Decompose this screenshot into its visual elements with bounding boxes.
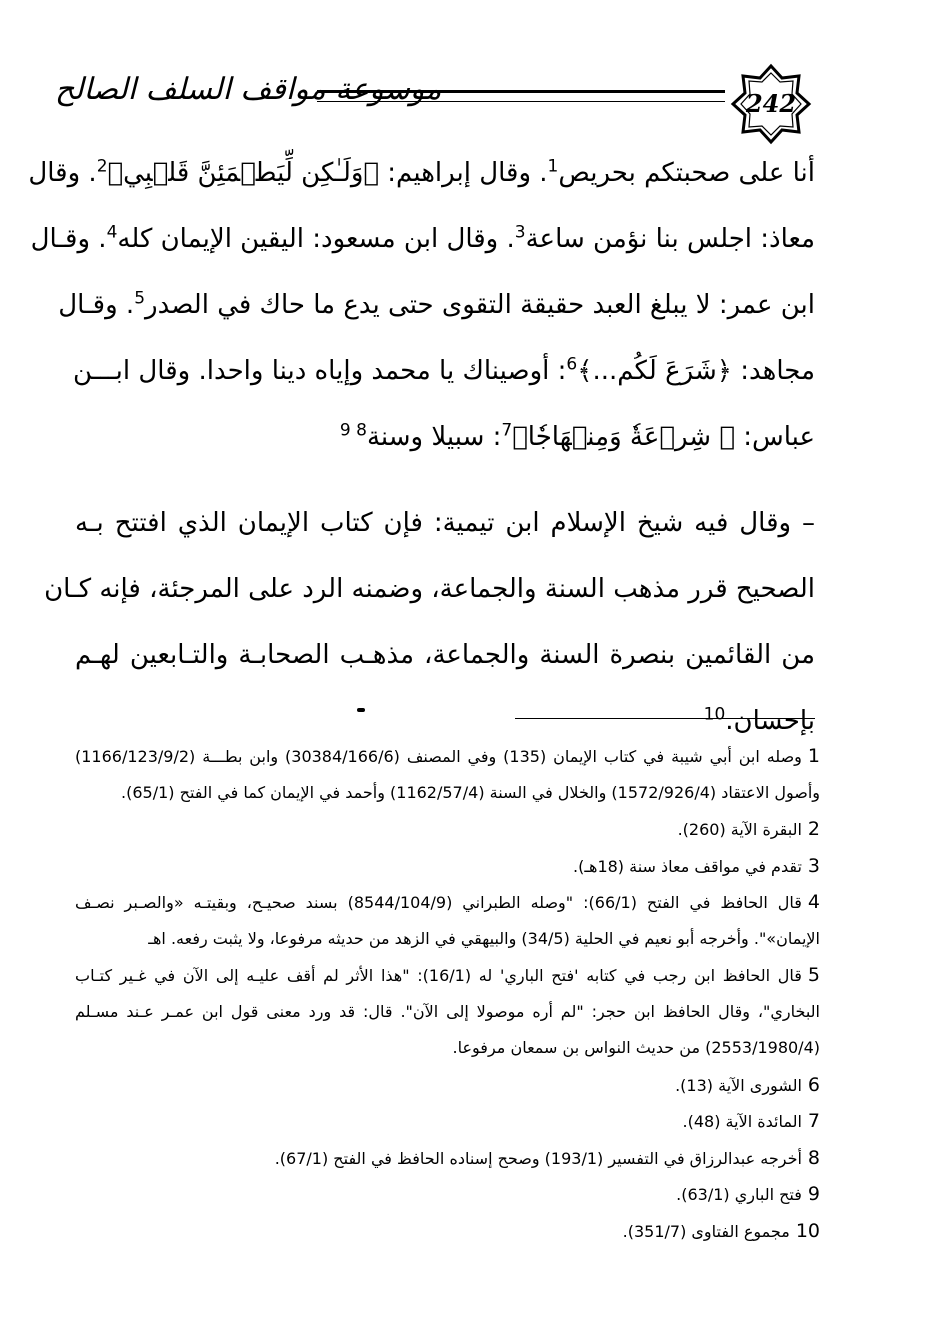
line-segment: عباس: ﴿ شِرۡعَةٗ وَمِنۡهَاجٗا﴾	[512, 422, 815, 452]
footnote-text: مجموع الفتاوى (351/7).	[622, 1221, 790, 1241]
footnote-number: 3	[807, 854, 820, 877]
footnote-line	[75, 1030, 820, 1067]
footnote-line	[75, 957, 820, 994]
page-header	[55, 62, 825, 132]
footnote-number: 4	[807, 891, 821, 913]
footnote-line	[75, 1067, 820, 1104]
line-segment: . وقـال	[30, 224, 107, 254]
footnote-ref: 7	[501, 420, 513, 441]
footnote-ref: 6	[566, 354, 578, 375]
text-line	[75, 338, 815, 404]
footnotes	[75, 738, 820, 1249]
line-segment: . وقال	[28, 158, 97, 188]
footnote-text: وصله ابن أبي شيبة في كتاب الإيمان (135) وفي المصنف (30384/166/6) وابن بطـــة (1166/123/9/2)	[75, 747, 802, 766]
book-title: موسوعة مواقف السلف الصالح	[55, 72, 442, 107]
line-segment: : أوصيناك يا محمد وإياه دينا واحدا. وقال ابـــن	[73, 356, 567, 386]
footnote-ref: 5	[134, 288, 146, 309]
footnote-ref: 2	[96, 156, 108, 177]
footnote-line	[75, 811, 820, 848]
line-segment: . وقـال	[58, 290, 135, 320]
footnote-text: الشورى الآية (13).	[675, 1075, 802, 1095]
line-segment: : سبيلا وسنة	[366, 422, 502, 452]
footnote-line	[75, 1213, 820, 1250]
footnote-text: قال الحافظ في الفتح (66/1): "وصله الطبراني (8544/104/9) بسند صحيـح، وبقيتـه «والصـبر نصـف	[75, 893, 802, 912]
line-segment: بإحسان.	[725, 706, 815, 736]
text-line	[30, 206, 815, 272]
footnote-number: 7	[807, 1110, 820, 1132]
line-segment: معاذ: اجلس بنا نؤمن ساعة	[525, 224, 815, 254]
text-line	[28, 140, 815, 206]
footnote-line	[75, 848, 820, 885]
line-segment: أنا على صحبتكم بحريص	[558, 158, 815, 188]
footnote-number: 9	[807, 1183, 820, 1205]
footnote-separator	[515, 718, 815, 719]
footnote-line	[75, 1176, 820, 1213]
line-segment: ابن عمر: لا يبلغ العبد حقيقة التقوى حتى يدع ما حاك في الصدر	[145, 290, 815, 320]
header-rule	[317, 90, 725, 102]
footnote-ref: 10	[703, 704, 726, 725]
footnote-text: المائدة الآية (48).	[682, 1112, 802, 1131]
footnote-number: 5	[807, 964, 821, 986]
page-number-badge	[729, 62, 813, 146]
footnote-text: البخاري"، وقال الحافظ ابن حجر: "لم أره موصولا إلى الآن". قال: قد ورد معنى قول ابن عمـر عـند مسـلم	[75, 1001, 820, 1021]
footnote-text: تقدم في مواقف معاذ سنة (18هـ).	[572, 856, 802, 876]
footnote-number: 8	[807, 1146, 820, 1169]
footnote-number: 1	[807, 745, 821, 767]
footnote-text: الإيمان»". وأخرجه أبو نعيم في الحلية (34/5) والبيهقي في الزهد من حديثه مرفوعا، ولا يثبت رفعه. اهـ	[148, 928, 820, 948]
footnote-number: 10	[795, 1219, 820, 1242]
text-line	[58, 272, 815, 338]
page-number: 242	[745, 89, 797, 118]
line-segment: . وقال ابن مسعود: اليقين الإيمان كله	[117, 224, 515, 254]
footnote-line	[75, 775, 820, 812]
stray-mark	[357, 708, 365, 712]
footnote-line	[75, 738, 820, 775]
main-text	[28, 140, 815, 754]
footnote-text: قال الحافظ ابن رجب في كتابه 'فتح الباري' له (16/1): "هذا الأثر لم أقف عليـه إلى الآن في غـير كتـاب	[75, 966, 802, 985]
footnote-number: 2	[807, 818, 820, 840]
footnote-text: البقرة الآية (260).	[677, 820, 802, 839]
footnote-ref: 4	[106, 222, 118, 243]
line-segment: مجاهد: ﴿شَرَعَ لَكُم...﴾	[577, 356, 815, 386]
footnote-text: فتح الباري (63/1).	[676, 1185, 802, 1204]
footnote-text: وأصول الاعتقاد (1572/926/4) والخلال في السنة (1162/57/4) وأحمد في الإيمان كما في الفتح (65/1).	[121, 782, 820, 802]
footnote-line	[75, 1103, 820, 1140]
text-line	[75, 404, 815, 470]
footnote-text: أخرجه عبدالرزاق في التفسير (193/1) وصحح إسناده الحافظ في الفتح (67/1).	[274, 1148, 802, 1168]
footnote-line	[75, 1140, 820, 1177]
text-line: – وقال فيه شيخ الإسلام ابن تيمية: فإن كتاب الإيمان الذي افتتح بـه	[75, 508, 815, 538]
footnote-line	[75, 884, 820, 921]
footnote-line	[75, 994, 820, 1031]
footnote-number: 6	[807, 1073, 820, 1096]
text-line: الصحيح قرر مذهب السنة والجماعة، وضمنه الرد على المرجئة، فإنه كـان	[44, 574, 815, 604]
footnote-ref: 8 9	[339, 420, 367, 441]
footnote-line	[75, 921, 820, 958]
text-line: من القائمين بنصرة السنة والجماعة، مذهـب الصحابـة والتـابعين لهـم	[75, 640, 815, 670]
footnote-ref: 3	[514, 222, 526, 243]
footnote-text: (2553/1980/4) من حديث النواس بن سمعان مرفوعا.	[452, 1038, 820, 1057]
line-segment: . وقال إبراهيم: ﴿وَلَـٰكِن لِّيَطۡمَئِنَّ قَلۡبِي﴾	[107, 158, 548, 188]
footnote-ref: 1	[547, 156, 559, 177]
